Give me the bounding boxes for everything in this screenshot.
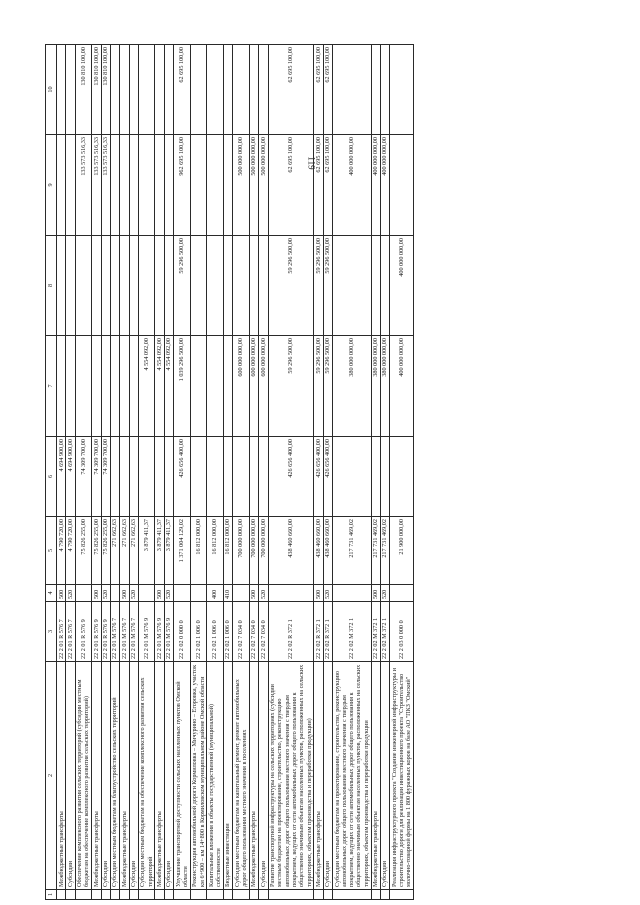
row-number-cell bbox=[138, 890, 155, 900]
row-amount-cell: 133 573 516,33 bbox=[92, 135, 101, 236]
row-vr-cell: 500 bbox=[249, 585, 258, 602]
row-amount-cell: 62 695 100,00 bbox=[268, 135, 314, 236]
row-amount-cell bbox=[57, 236, 66, 336]
row-vr-cell bbox=[190, 585, 207, 602]
row-code-cell: 22 2 02 7 034 0 bbox=[259, 602, 268, 662]
row-amount-cell: 271 662,63 bbox=[110, 517, 119, 585]
row-amount-cell bbox=[75, 336, 92, 437]
row-code-cell: 22 2 02 R 372 1 bbox=[268, 602, 314, 662]
row-vr-cell: 520 bbox=[129, 585, 138, 602]
row-vr-cell bbox=[390, 585, 414, 602]
row-amount-cell: 62 695 100,00 bbox=[314, 45, 323, 135]
row-number-cell bbox=[155, 890, 164, 900]
row-amount-cell: 62 695 100,00 bbox=[323, 135, 332, 236]
row-amount-cell bbox=[138, 45, 155, 135]
row-vr-cell bbox=[75, 585, 92, 602]
row-amount-cell: 438 460 660,00 bbox=[323, 517, 332, 585]
header-cell: 5 bbox=[46, 517, 57, 585]
row-amount-cell: 400 000 000,00 bbox=[380, 135, 389, 236]
row-amount-cell bbox=[223, 236, 232, 336]
row-name-cell: Субсидии bbox=[101, 662, 110, 890]
header-cell: 9 bbox=[46, 135, 57, 236]
row-amount-cell bbox=[190, 135, 207, 236]
row-name-cell: Межбюджетные трансферты bbox=[57, 662, 66, 890]
row-code-cell: 22 2 01 R 576 7 bbox=[57, 602, 66, 662]
row-amount-cell: 426 656 400,00 bbox=[174, 437, 191, 517]
row-name-cell: Реализация инфраструктурного проекта "Создание инженерной инфраструктуры и строительство дороги для реализации инвестиционного проекта "Строительство молочно-товарной фермы на 1 800 фуражных коров на базе АО "ПКЗ "Омский" bbox=[390, 662, 414, 890]
row-number-cell bbox=[390, 890, 414, 900]
row-amount-cell: 4 694 900,00 bbox=[57, 437, 66, 517]
row-amount-cell: 59 296 500,00 bbox=[268, 236, 314, 336]
table-row bbox=[138, 45, 155, 900]
row-amount-cell: 4 790 720,00 bbox=[66, 517, 75, 585]
row-name-cell: Межбюджетные трансферты bbox=[371, 662, 380, 890]
row-amount-cell bbox=[129, 336, 138, 437]
table-row bbox=[268, 45, 314, 900]
row-code-cell: 22 2 02 M 372 1 bbox=[380, 602, 389, 662]
table-row bbox=[75, 45, 92, 900]
row-amount-cell bbox=[190, 437, 207, 517]
row-amount-cell bbox=[155, 236, 164, 336]
row-amount-cell bbox=[371, 437, 380, 517]
table-row bbox=[190, 45, 207, 900]
header-cell: 4 bbox=[46, 585, 57, 602]
row-amount-cell bbox=[380, 45, 389, 135]
row-name-cell: Межбюджетные трансферты bbox=[155, 662, 164, 890]
row-amount-cell: 400 000 000,00 bbox=[390, 236, 414, 336]
table-row bbox=[390, 45, 414, 900]
row-amount-cell: 130 810 100,00 bbox=[75, 45, 92, 135]
row-amount-cell bbox=[223, 437, 232, 517]
row-amount-cell: 400 000 000,00 bbox=[390, 336, 414, 437]
row-vr-cell: 400 bbox=[207, 585, 224, 602]
row-amount-cell: 426 656 400,00 bbox=[268, 437, 314, 517]
row-amount-cell: 3 879 411,37 bbox=[164, 517, 173, 585]
row-amount-cell: 500 000 000,00 bbox=[249, 135, 258, 236]
row-number-cell bbox=[110, 890, 119, 900]
row-number-cell bbox=[249, 890, 258, 900]
row-name-cell: Субсидии bbox=[66, 662, 75, 890]
row-amount-cell bbox=[57, 336, 66, 437]
row-code-cell: 22 2 01 M 576 7 bbox=[120, 602, 129, 662]
row-vr-cell: 500 bbox=[314, 585, 323, 602]
row-code-cell: 22 2 01 R 576 9 bbox=[75, 602, 92, 662]
row-amount-cell bbox=[129, 236, 138, 336]
row-number-cell bbox=[129, 890, 138, 900]
row-number-cell bbox=[174, 890, 191, 900]
table-row bbox=[57, 45, 66, 900]
row-code-cell: 22 2 02 7 034 0 bbox=[249, 602, 258, 662]
row-vr-cell: 520 bbox=[66, 585, 75, 602]
table-row bbox=[164, 45, 173, 900]
row-amount-cell bbox=[164, 437, 173, 517]
table-row bbox=[259, 45, 268, 900]
row-code-cell: 22 2 01 M 576 7 bbox=[110, 602, 119, 662]
row-amount-cell bbox=[92, 236, 101, 336]
row-amount-cell bbox=[390, 437, 414, 517]
row-amount-cell: 16 812 000,00 bbox=[223, 517, 232, 585]
row-name-cell: Субсидии bbox=[129, 662, 138, 890]
header-cell: 1 bbox=[46, 890, 57, 900]
row-amount-cell bbox=[259, 437, 268, 517]
row-code-cell: 22 2 03 0 000 0 bbox=[390, 602, 414, 662]
row-amount-cell: 16 812 000,00 bbox=[190, 517, 207, 585]
row-amount-cell bbox=[371, 45, 380, 135]
row-number-cell bbox=[268, 890, 314, 900]
row-amount-cell bbox=[120, 45, 129, 135]
table-row bbox=[314, 45, 323, 900]
row-number-cell bbox=[101, 890, 110, 900]
row-amount-cell: 380 000 000,00 bbox=[371, 336, 380, 437]
row-code-cell: 22 2 02 M 372 1 bbox=[333, 602, 372, 662]
row-amount-cell: 600 000 000,00 bbox=[249, 336, 258, 437]
row-amount-cell bbox=[190, 336, 207, 437]
row-vr-cell: 520 bbox=[323, 585, 332, 602]
row-name-cell: Развитие транспортной инфраструктуры на сельских территориях (субсидии местным бюджетам на проектирование, строительство, реконструкцию автомобильных дорог общего пользования местного значения с твердым покрытием, ведущих от сети автомобильных дорог общего пользования к общественно значимым объектам населенных пунктов, расположенных на сельских территориях, объектам производства и переработки продукции) bbox=[268, 662, 314, 890]
row-amount-cell bbox=[129, 135, 138, 236]
row-vr-cell bbox=[110, 585, 119, 602]
row-amount-cell bbox=[129, 437, 138, 517]
row-amount-cell: 75 826 255,00 bbox=[75, 517, 92, 585]
row-number-cell bbox=[75, 890, 92, 900]
row-amount-cell: 217 731 469,02 bbox=[371, 517, 380, 585]
row-amount-cell bbox=[207, 236, 224, 336]
row-amount-cell: 62 695 100,00 bbox=[314, 135, 323, 236]
row-amount-cell bbox=[155, 135, 164, 236]
row-amount-cell: 400 000 000,00 bbox=[371, 135, 380, 236]
table-row bbox=[110, 45, 119, 900]
row-amount-cell bbox=[249, 236, 258, 336]
row-amount-cell bbox=[190, 45, 207, 135]
row-name-cell: Межбюджетные трансферты bbox=[120, 662, 129, 890]
table-row bbox=[120, 45, 129, 900]
row-code-cell: 22 2 01 M 576 9 bbox=[138, 602, 155, 662]
row-vr-cell bbox=[233, 585, 250, 602]
row-amount-cell: 700 000 000,00 bbox=[259, 517, 268, 585]
row-amount-cell bbox=[207, 437, 224, 517]
header-row bbox=[46, 45, 57, 900]
row-code-cell: 22 2 02 M 372 1 bbox=[371, 602, 380, 662]
row-number-cell bbox=[380, 890, 389, 900]
row-amount-cell bbox=[120, 135, 129, 236]
row-amount-cell: 438 460 660,00 bbox=[268, 517, 314, 585]
row-amount-cell bbox=[120, 336, 129, 437]
row-code-cell: 22 2 01 R 576 9 bbox=[101, 602, 110, 662]
row-amount-cell bbox=[259, 236, 268, 336]
row-amount-cell bbox=[129, 45, 138, 135]
header-cell: 8 bbox=[46, 236, 57, 336]
table-row bbox=[155, 45, 164, 900]
row-name-cell: Субсидии bbox=[323, 662, 332, 890]
row-vr-cell bbox=[174, 585, 191, 602]
row-amount-cell bbox=[66, 336, 75, 437]
row-amount-cell: 4 694 900,00 bbox=[66, 437, 75, 517]
header-cell: 3 bbox=[46, 602, 57, 662]
row-name-cell: Бюджетные инвестиции bbox=[223, 662, 232, 890]
row-vr-cell: 500 bbox=[371, 585, 380, 602]
row-vr-cell: 500 bbox=[120, 585, 129, 602]
table-row bbox=[323, 45, 332, 900]
row-amount-cell: 426 656 400,00 bbox=[323, 437, 332, 517]
row-amount-cell: 3 879 411,37 bbox=[155, 517, 164, 585]
row-number-cell bbox=[323, 890, 332, 900]
row-name-cell: Субсидии местным бюджетам на благоустройство сельских территорий bbox=[110, 662, 119, 890]
row-amount-cell bbox=[75, 236, 92, 336]
row-vr-cell: 500 bbox=[57, 585, 66, 602]
row-amount-cell: 74 309 700,00 bbox=[101, 437, 110, 517]
row-amount-cell: 217 731 469,02 bbox=[333, 517, 372, 585]
row-name-cell: Субсидии местным бюджетам на проектирование, строительство, реконструкцию автомобильных дорог общего пользования местного значения с твердым покрытием, ведущих от сети автомобильных дорог общего пользования к общественно значимым объектам населенных пунктов, расположенных на сельских территориях, объектам производства и переработки продукции bbox=[333, 662, 372, 890]
row-code-cell: 22 2 01 R 576 9 bbox=[92, 602, 101, 662]
row-amount-cell bbox=[333, 437, 372, 517]
row-code-cell: 22 2 01 M 576 7 bbox=[129, 602, 138, 662]
row-amount-cell: 62 695 100,00 bbox=[268, 45, 314, 135]
row-amount-cell: 74 309 700,00 bbox=[92, 437, 101, 517]
row-code-cell: 22 2 02 0 000 0 bbox=[174, 602, 191, 662]
row-amount-cell bbox=[333, 236, 372, 336]
row-amount-cell: 3 879 411,37 bbox=[138, 517, 155, 585]
row-name-cell: Межбюджетные трансферты bbox=[92, 662, 101, 890]
row-amount-cell bbox=[333, 45, 372, 135]
row-amount-cell bbox=[110, 336, 119, 437]
row-amount-cell: 600 000 000,00 bbox=[233, 336, 250, 437]
row-amount-cell bbox=[249, 45, 258, 135]
row-code-cell: 22 2 01 M 576 9 bbox=[164, 602, 173, 662]
row-amount-cell: 133 573 516,33 bbox=[75, 135, 92, 236]
row-amount-cell bbox=[110, 437, 119, 517]
row-amount-cell: 75 826 255,00 bbox=[101, 517, 110, 585]
row-amount-cell bbox=[380, 236, 389, 336]
row-number-cell bbox=[259, 890, 268, 900]
row-amount-cell: 271 662,63 bbox=[129, 517, 138, 585]
row-amount-cell: 426 656 400,00 bbox=[314, 437, 323, 517]
row-amount-cell bbox=[207, 336, 224, 437]
row-amount-cell bbox=[233, 236, 250, 336]
row-vr-cell: 410 bbox=[223, 585, 232, 602]
row-amount-cell bbox=[233, 437, 250, 517]
row-amount-cell bbox=[371, 236, 380, 336]
row-amount-cell bbox=[207, 135, 224, 236]
row-amount-cell bbox=[223, 336, 232, 437]
header-cell: 2 bbox=[46, 662, 57, 890]
row-amount-cell bbox=[390, 45, 414, 135]
row-amount-cell bbox=[164, 45, 173, 135]
row-amount-cell bbox=[207, 45, 224, 135]
row-amount-cell: 21 900 000,00 bbox=[390, 517, 414, 585]
row-amount-cell bbox=[138, 236, 155, 336]
row-name-cell: Реконструкция автомобильной дороги Кормиловка – Мичурино – Егоровка, участок км 6+900 – км 14+800 в Кормиловском муниципальном районе Омской области bbox=[190, 662, 207, 890]
row-amount-cell bbox=[380, 437, 389, 517]
header-cell: 7 bbox=[46, 336, 57, 437]
row-amount-cell bbox=[57, 45, 66, 135]
row-amount-cell: 59 296 500,00 bbox=[174, 236, 191, 336]
row-amount-cell: 75 826 255,00 bbox=[92, 517, 101, 585]
row-amount-cell: 4 554 092,00 bbox=[155, 336, 164, 437]
row-amount-cell: 130 810 100,00 bbox=[101, 45, 110, 135]
row-vr-cell: 500 bbox=[155, 585, 164, 602]
row-number-cell bbox=[333, 890, 372, 900]
row-vr-cell bbox=[333, 585, 372, 602]
row-amount-cell bbox=[101, 236, 110, 336]
row-amount-cell bbox=[66, 135, 75, 236]
table-row bbox=[129, 45, 138, 900]
row-vr-cell: 520 bbox=[164, 585, 173, 602]
row-number-cell bbox=[120, 890, 129, 900]
row-code-cell: 22 2 02 1 006 0 bbox=[190, 602, 207, 662]
row-name-cell: Субсидии bbox=[164, 662, 173, 890]
row-amount-cell bbox=[223, 45, 232, 135]
row-amount-cell: 59 296 500,00 bbox=[323, 336, 332, 437]
table-row bbox=[223, 45, 232, 900]
row-number-cell bbox=[164, 890, 173, 900]
row-amount-cell: 380 000 000,00 bbox=[333, 336, 372, 437]
row-amount-cell: 217 731 469,02 bbox=[380, 517, 389, 585]
row-amount-cell: 1 039 296 500,00 bbox=[174, 336, 191, 437]
row-amount-cell bbox=[92, 336, 101, 437]
table-row bbox=[233, 45, 250, 900]
row-amount-cell: 380 000 000,00 bbox=[380, 336, 389, 437]
row-amount-cell: 400 000 000,00 bbox=[333, 135, 372, 236]
row-amount-cell bbox=[110, 135, 119, 236]
table-row bbox=[371, 45, 380, 900]
table-row bbox=[101, 45, 110, 900]
row-name-cell: Обеспечение комплексного развития сельских территорий (субсидии местным бюджетам на обеспечение комплексного развития сельских территорий) bbox=[75, 662, 92, 890]
table-row bbox=[207, 45, 224, 900]
row-amount-cell bbox=[138, 437, 155, 517]
row-amount-cell bbox=[138, 135, 155, 236]
row-amount-cell bbox=[57, 135, 66, 236]
table-row bbox=[333, 45, 372, 900]
row-amount-cell bbox=[101, 336, 110, 437]
table-row bbox=[66, 45, 75, 900]
row-name-cell: Субсидии местным бюджетам на капитальный ремонт, ремонт автомобильных дорог общего пользования местного значения в поселениях bbox=[233, 662, 250, 890]
row-vr-cell bbox=[268, 585, 314, 602]
row-amount-cell bbox=[249, 437, 258, 517]
table-row bbox=[92, 45, 101, 900]
table-row bbox=[380, 45, 389, 900]
header-cell: 6 bbox=[46, 437, 57, 517]
row-amount-cell: 62 695 100,00 bbox=[323, 45, 332, 135]
row-amount-cell: 4 554 092,00 bbox=[164, 336, 173, 437]
row-code-cell: 22 2 02 1 006 0 bbox=[223, 602, 232, 662]
row-number-cell bbox=[57, 890, 66, 900]
row-amount-cell bbox=[390, 135, 414, 236]
row-amount-cell: 1 371 004 129,02 bbox=[174, 517, 191, 585]
row-number-cell bbox=[314, 890, 323, 900]
row-amount-cell: 62 695 100,00 bbox=[174, 45, 191, 135]
row-amount-cell bbox=[110, 45, 119, 135]
row-code-cell: 22 2 01 R 576 7 bbox=[66, 602, 75, 662]
row-amount-cell: 700 000 000,00 bbox=[233, 517, 250, 585]
row-number-cell bbox=[92, 890, 101, 900]
row-amount-cell bbox=[223, 135, 232, 236]
rotated-table-container bbox=[45, 45, 597, 900]
budget-table bbox=[45, 44, 414, 900]
row-number-cell bbox=[223, 890, 232, 900]
row-amount-cell: 16 812 000,00 bbox=[207, 517, 224, 585]
row-name-cell: Межбюджетные трансферты bbox=[314, 662, 323, 890]
row-amount-cell bbox=[66, 236, 75, 336]
row-name-cell: Капитальные вложения в объекты государственной (муниципальной) собственности bbox=[207, 662, 224, 890]
row-name-cell: Субсидии bbox=[380, 662, 389, 890]
row-amount-cell bbox=[120, 437, 129, 517]
row-amount-cell: 271 662,63 bbox=[120, 517, 129, 585]
header-cell: 10 bbox=[46, 45, 57, 135]
row-amount-cell: 59 296 500,00 bbox=[314, 336, 323, 437]
row-number-cell bbox=[233, 890, 250, 900]
row-amount-cell bbox=[164, 135, 173, 236]
row-amount-cell: 59 296 500,00 bbox=[314, 236, 323, 336]
table-row bbox=[249, 45, 258, 900]
row-amount-cell: 4 790 720,00 bbox=[57, 517, 66, 585]
row-name-cell: Субсидии местным бюджетам на обеспечение комплексного развития сельских территорий bbox=[138, 662, 155, 890]
row-amount-cell: 500 000 000,00 bbox=[259, 135, 268, 236]
row-amount-cell: 59 296 500,00 bbox=[323, 236, 332, 336]
table-row bbox=[174, 45, 191, 900]
row-amount-cell bbox=[259, 45, 268, 135]
row-code-cell: 22 2 02 7 034 0 bbox=[233, 602, 250, 662]
row-amount-cell: 600 000 000,00 bbox=[259, 336, 268, 437]
row-number-cell bbox=[207, 890, 224, 900]
row-amount-cell bbox=[155, 437, 164, 517]
row-code-cell: 22 2 01 M 576 9 bbox=[155, 602, 164, 662]
row-vr-cell: 520 bbox=[101, 585, 110, 602]
row-amount-cell bbox=[233, 45, 250, 135]
row-number-cell bbox=[66, 890, 75, 900]
row-amount-cell: 4 554 092,00 bbox=[138, 336, 155, 437]
row-code-cell: 22 2 02 R 372 1 bbox=[323, 602, 332, 662]
row-amount-cell: 74 309 700,00 bbox=[75, 437, 92, 517]
row-number-cell bbox=[371, 890, 380, 900]
row-amount-cell: 700 000 000,00 bbox=[249, 517, 258, 585]
row-vr-cell: 500 bbox=[92, 585, 101, 602]
row-vr-cell bbox=[138, 585, 155, 602]
row-amount-cell: 500 000 000,00 bbox=[233, 135, 250, 236]
row-code-cell: 22 2 02 1 006 0 bbox=[207, 602, 224, 662]
row-amount-cell bbox=[110, 236, 119, 336]
row-amount-cell: 133 573 516,33 bbox=[101, 135, 110, 236]
row-number-cell bbox=[190, 890, 207, 900]
row-amount-cell bbox=[190, 236, 207, 336]
row-vr-cell: 520 bbox=[380, 585, 389, 602]
row-amount-cell: 59 296 500,00 bbox=[268, 336, 314, 437]
row-amount-cell bbox=[164, 236, 173, 336]
page-number: 119 bbox=[306, 156, 317, 170]
row-name-cell: Субсидии bbox=[259, 662, 268, 890]
row-amount-cell: 962 695 100,00 bbox=[174, 135, 191, 236]
row-amount-cell bbox=[155, 45, 164, 135]
row-amount-cell: 438 460 660,00 bbox=[314, 517, 323, 585]
row-amount-cell bbox=[66, 45, 75, 135]
row-name-cell: Улучшение транспортной доступности сельских населенных пунктов Омской области bbox=[174, 662, 191, 890]
row-amount-cell bbox=[120, 236, 129, 336]
row-vr-cell: 520 bbox=[259, 585, 268, 602]
row-name-cell: Межбюджетные трансферты bbox=[249, 662, 258, 890]
row-amount-cell: 130 810 100,00 bbox=[92, 45, 101, 135]
row-code-cell: 22 2 02 R 372 1 bbox=[314, 602, 323, 662]
